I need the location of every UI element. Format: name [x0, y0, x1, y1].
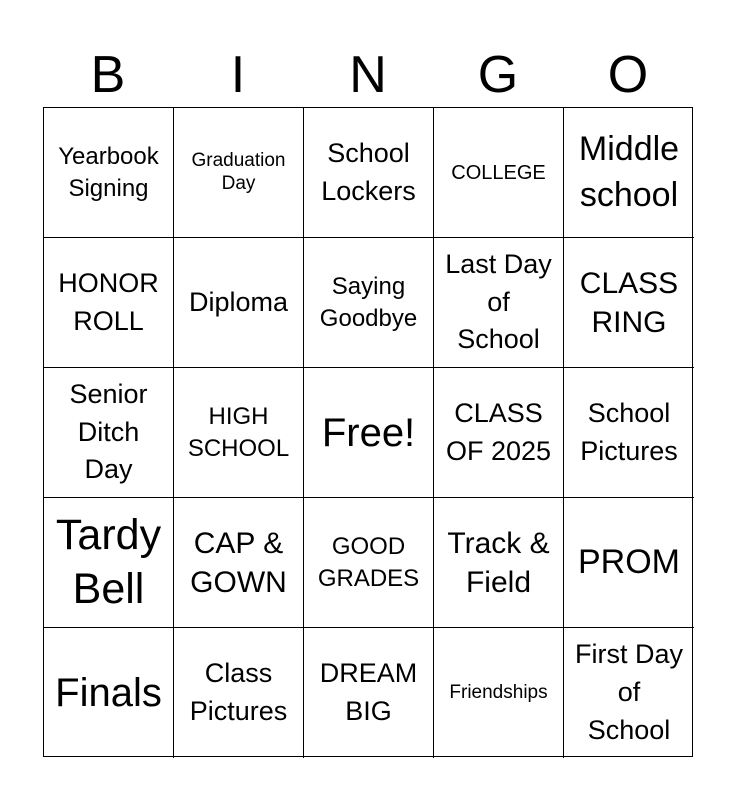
bingo-cell[interactable] — [434, 368, 564, 498]
cell-text: Saying Goodbye — [319, 273, 418, 332]
bingo-cell[interactable] — [44, 238, 174, 368]
bingo-cell[interactable] — [174, 368, 304, 498]
cell-text: School Lockers — [321, 137, 416, 206]
cell-text: Tardy Bell — [55, 510, 162, 613]
bingo-cell[interactable] — [564, 368, 694, 498]
bingo-cell[interactable] — [44, 108, 174, 238]
header-letter-g: G — [477, 46, 519, 104]
bingo-cell[interactable] — [434, 498, 564, 628]
bingo-cell[interactable] — [304, 498, 434, 628]
cell-text: Graduation Day — [191, 149, 286, 194]
bingo-cell[interactable] — [174, 108, 304, 238]
cell-text: CLASS OF 2025 — [445, 397, 552, 466]
cell-text: First Day of School — [575, 639, 683, 745]
bingo-cell[interactable] — [304, 628, 434, 758]
cell-text: Class Pictures — [189, 658, 288, 726]
header-letter-o: O — [607, 46, 649, 104]
cell-text: COLLEGE — [451, 161, 546, 184]
cell-text: Yearbook Signing — [58, 143, 159, 202]
bingo-cell[interactable] — [44, 628, 174, 758]
bingo-cell[interactable] — [44, 498, 174, 628]
cell-text: HONOR ROLL — [58, 267, 159, 336]
bingo-cell[interactable] — [304, 108, 434, 238]
bingo-cell[interactable] — [174, 628, 304, 758]
bingo-cell[interactable] — [434, 108, 564, 238]
bingo-cell[interactable] — [434, 628, 564, 758]
cell-text: Finals — [55, 671, 162, 715]
cell-text: PROM — [578, 542, 680, 581]
bingo-cell[interactable] — [434, 238, 564, 368]
bingo-cell[interactable] — [174, 498, 304, 628]
bingo-header — [43, 44, 693, 106]
header-letter-n: N — [349, 46, 387, 104]
header-letter-b: B — [90, 46, 126, 104]
cell-text: Free! — [321, 410, 416, 455]
cell-text: Senior Ditch Day — [69, 378, 148, 485]
cell-text: HIGH SCHOOL — [187, 403, 290, 462]
cell-text: GOOD GRADES — [317, 533, 420, 592]
bingo-cell[interactable] — [564, 238, 694, 368]
cell-text: Last Day of School — [445, 248, 552, 355]
bingo-cell[interactable] — [174, 238, 304, 368]
cell-text: Middle school — [578, 129, 680, 214]
bingo-board — [43, 107, 693, 757]
cell-text: Track & Field — [447, 526, 550, 599]
cell-text: Diploma — [188, 286, 289, 317]
bingo-cell[interactable] — [304, 238, 434, 368]
bingo-cell[interactable] — [304, 368, 434, 498]
cell-text: CAP & GOWN — [190, 526, 287, 599]
bingo-cell[interactable] — [564, 108, 694, 238]
cell-text: CLASS RING — [579, 266, 679, 339]
cell-text: DREAM BIG — [319, 658, 418, 726]
cell-text: Friendships — [449, 681, 548, 703]
bingo-cell[interactable] — [564, 628, 694, 758]
bingo-cell[interactable] — [564, 498, 694, 628]
cell-text: School Pictures — [580, 397, 678, 466]
header-letter-i: I — [230, 46, 246, 104]
bingo-cell[interactable] — [44, 368, 174, 498]
